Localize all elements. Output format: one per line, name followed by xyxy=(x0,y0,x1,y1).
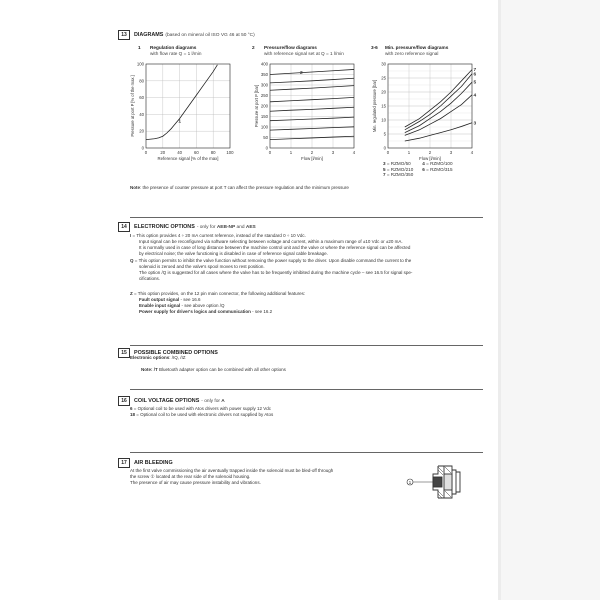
y-tick-label: 15 xyxy=(381,103,386,109)
series-label: 2 xyxy=(300,71,303,76)
section-13-header xyxy=(118,30,255,40)
y-tick-label: 60 xyxy=(139,95,144,101)
x-tick-label: 40 xyxy=(177,150,182,155)
y-axis-label: Pressure at port P [% of the max.] xyxy=(130,75,135,137)
plot-frame xyxy=(146,64,230,148)
section-number: 17 xyxy=(118,458,130,468)
divider xyxy=(130,345,483,346)
series-line xyxy=(146,65,217,140)
y-tick-label: 80 xyxy=(139,78,144,84)
y-tick-label: 0 xyxy=(265,145,268,151)
y-tick-label: 350 xyxy=(260,72,268,77)
legend-item: 4 = RZMO/100 xyxy=(422,161,453,166)
series-label: 1 xyxy=(178,119,182,125)
x-axis-label: Flow [l/min] xyxy=(419,156,441,161)
section-note: - only for AEB-NP and AES xyxy=(196,224,256,230)
series-label: 7 xyxy=(473,68,477,74)
chart-title: Regulation diagrams xyxy=(150,45,197,50)
x-tick-label: 3 xyxy=(449,150,453,155)
series-label: 5 xyxy=(473,80,477,86)
y-tick-label: 400 xyxy=(260,61,268,67)
x-axis-label: Flow [l/min] xyxy=(301,156,323,161)
x-tick-label: 2 xyxy=(310,150,314,155)
x-tick-label: 20 xyxy=(160,150,166,155)
legend-item: 5 = RZMO/210 xyxy=(383,166,414,172)
x-tick-label: 0 xyxy=(386,150,390,155)
y-tick-label: 100 xyxy=(136,61,144,67)
section-note: - only for A xyxy=(201,398,225,404)
x-tick-label: 60 xyxy=(194,150,199,155)
divider xyxy=(130,217,483,218)
section-16-header xyxy=(118,396,225,406)
y-tick-label: 10 xyxy=(381,117,386,123)
x-tick-label: 80 xyxy=(210,150,216,155)
y-axis-label: Min. regulated pressure [bar] xyxy=(372,79,377,133)
y-tick-label: 20 xyxy=(381,89,386,95)
divider xyxy=(130,389,483,390)
x-tick-label: 100 xyxy=(226,150,234,155)
chart-number: 1 xyxy=(138,45,141,50)
x-tick-label: 1 xyxy=(407,150,411,155)
section-title: POSSIBLE COMBINED OPTIONS xyxy=(134,350,218,356)
x-tick-label: 4 xyxy=(352,150,356,155)
option-i-text: I = This option provides 4 ÷ 20 mA current reference, instead of the standard 0 ÷ 10 Vdc. Input signal can be reconfigured via software selecting between voltage and current, within a maximum range of ±10 Vdc or ±20 mA. It is normally used in case of long distance between the machine control unit and the valve or where the reference signal can be affected by electrical noise; the valve functioning is disabled in case of reference signal cable breakage. xyxy=(130,233,411,257)
chart-3-heading xyxy=(371,45,448,56)
section-number: 14 xyxy=(118,222,130,232)
y-tick-label: 40 xyxy=(139,111,144,117)
chart-number: 3-6 xyxy=(371,45,378,50)
legend-item: 6 = RZMO/315 xyxy=(422,166,453,172)
x-axis-label: Reference signal [% of the max] xyxy=(157,156,219,161)
air-bleeding-text: At the first valve commissioning the air aventually trapped inside the solenoid must be bled-off through the screw ① located at the rear side of the solenoid housing. The presence of air may cause pressure instability and vibrations. xyxy=(130,468,334,486)
y-tick-label: 50 xyxy=(263,135,268,140)
y-tick-label: 200 xyxy=(260,103,268,109)
x-tick-label: 0 xyxy=(268,150,272,155)
section-note: (based on mineral oil ISO VG 46 at 50 °C) xyxy=(165,32,255,38)
x-tick-label: 4 xyxy=(470,150,474,155)
x-tick-label: 0 xyxy=(144,150,148,155)
y-tick-label: 0 xyxy=(383,145,386,151)
chart-subtitle: with flow rate Q = 1 l/min xyxy=(150,50,202,56)
series-label: 6 xyxy=(473,72,477,78)
diagram-note: Note: the presence of counter pressure at port T can affect the pressure regulation and the minimum pressure xyxy=(130,185,349,190)
y-tick-label: 5 xyxy=(383,131,386,137)
series-line xyxy=(405,95,472,136)
y-tick-label: 0 xyxy=(141,145,144,151)
x-tick-label: 3 xyxy=(331,150,335,155)
legend-item: 7 = RZMO/350 xyxy=(383,172,414,178)
y-tick-label: 100 xyxy=(260,124,268,130)
section-number: 15 xyxy=(118,348,130,358)
chart-title: Pressure/flow diagrams xyxy=(264,45,317,50)
chart-2-heading xyxy=(252,45,344,56)
section-number: 16 xyxy=(118,396,130,406)
chart-subtitle: with reference signal set at Q = 1 l/min xyxy=(264,50,344,56)
section-number: 13 xyxy=(118,30,130,40)
y-tick-label: 20 xyxy=(139,128,144,134)
combined-options-note: Note: /T Bluetooth adapter option can be combined with all other options xyxy=(141,367,286,372)
y-tick-label: 300 xyxy=(260,82,268,88)
coil-voltage-text: 6 = Optional coil to be used with Atos drivers with power supply 12 Vdc 18 = Optional coil to be used with electronic drivers not supplied by Atos xyxy=(130,406,274,418)
solenoid-housing xyxy=(433,466,460,498)
page-edge-line xyxy=(498,0,501,600)
divider xyxy=(130,452,483,453)
y-tick-label: 150 xyxy=(260,114,268,119)
chart-subtitle: with zero reference signal xyxy=(385,50,439,56)
solenoid-bleed-screw-drawing xyxy=(400,462,470,502)
section-title: AIR BLEEDING xyxy=(134,460,173,466)
chart-3-legend xyxy=(383,161,453,178)
section-title: COIL VOLTAGE OPTIONS xyxy=(134,398,200,404)
legend-item: 3 = RZMO/50 xyxy=(383,161,411,166)
page-edge-shadow xyxy=(500,0,600,600)
regulation-chart xyxy=(126,58,238,166)
y-tick-label: 250 xyxy=(260,93,268,98)
chart-title: Min. pressure/flow diagrams xyxy=(385,45,449,50)
combined-options-text: Electronic options: /IQ, /IZ xyxy=(130,355,186,360)
section-title: DIAGRAMS xyxy=(134,32,164,38)
option-q-text: Q = This option permits to inhibit the valve function without removing the power supply to the driver. Upon disable command the current to the solenoid is zeroed and the valve's spool moves to rest position. The option /Q is suggested for all cases where the valve has to be frequently inhibited during the machine cycle – see 16.5 for signal spe- cifications. xyxy=(130,258,413,282)
x-tick-label: 1 xyxy=(289,150,293,155)
series-line xyxy=(405,70,472,127)
y-tick-label: 25 xyxy=(381,75,386,81)
option-z-text: Z = This option provides, on the 12 pin main connector, the following additional features: Fault output signal - see 16.6 Enable input signal - see above option /Q Power supply for driver's logics and communication - see 16.2 xyxy=(130,291,306,315)
min-pressure-chart xyxy=(368,58,480,166)
pressure-flow-chart xyxy=(250,58,362,166)
series-label: 3 xyxy=(473,121,477,127)
x-tick-label: 2 xyxy=(428,150,432,155)
section-14-header xyxy=(118,222,256,232)
chart-1-heading xyxy=(138,45,201,56)
chart-number: 2 xyxy=(252,45,255,50)
section-title: ELECTRONIC OPTIONS xyxy=(134,224,195,230)
y-axis-label: Pressure at port P [bar] xyxy=(254,84,259,128)
y-tick-label: 30 xyxy=(381,61,386,67)
section-17-header xyxy=(118,458,173,468)
series-label: 4 xyxy=(473,93,477,99)
callout-number: 1 xyxy=(408,480,412,486)
